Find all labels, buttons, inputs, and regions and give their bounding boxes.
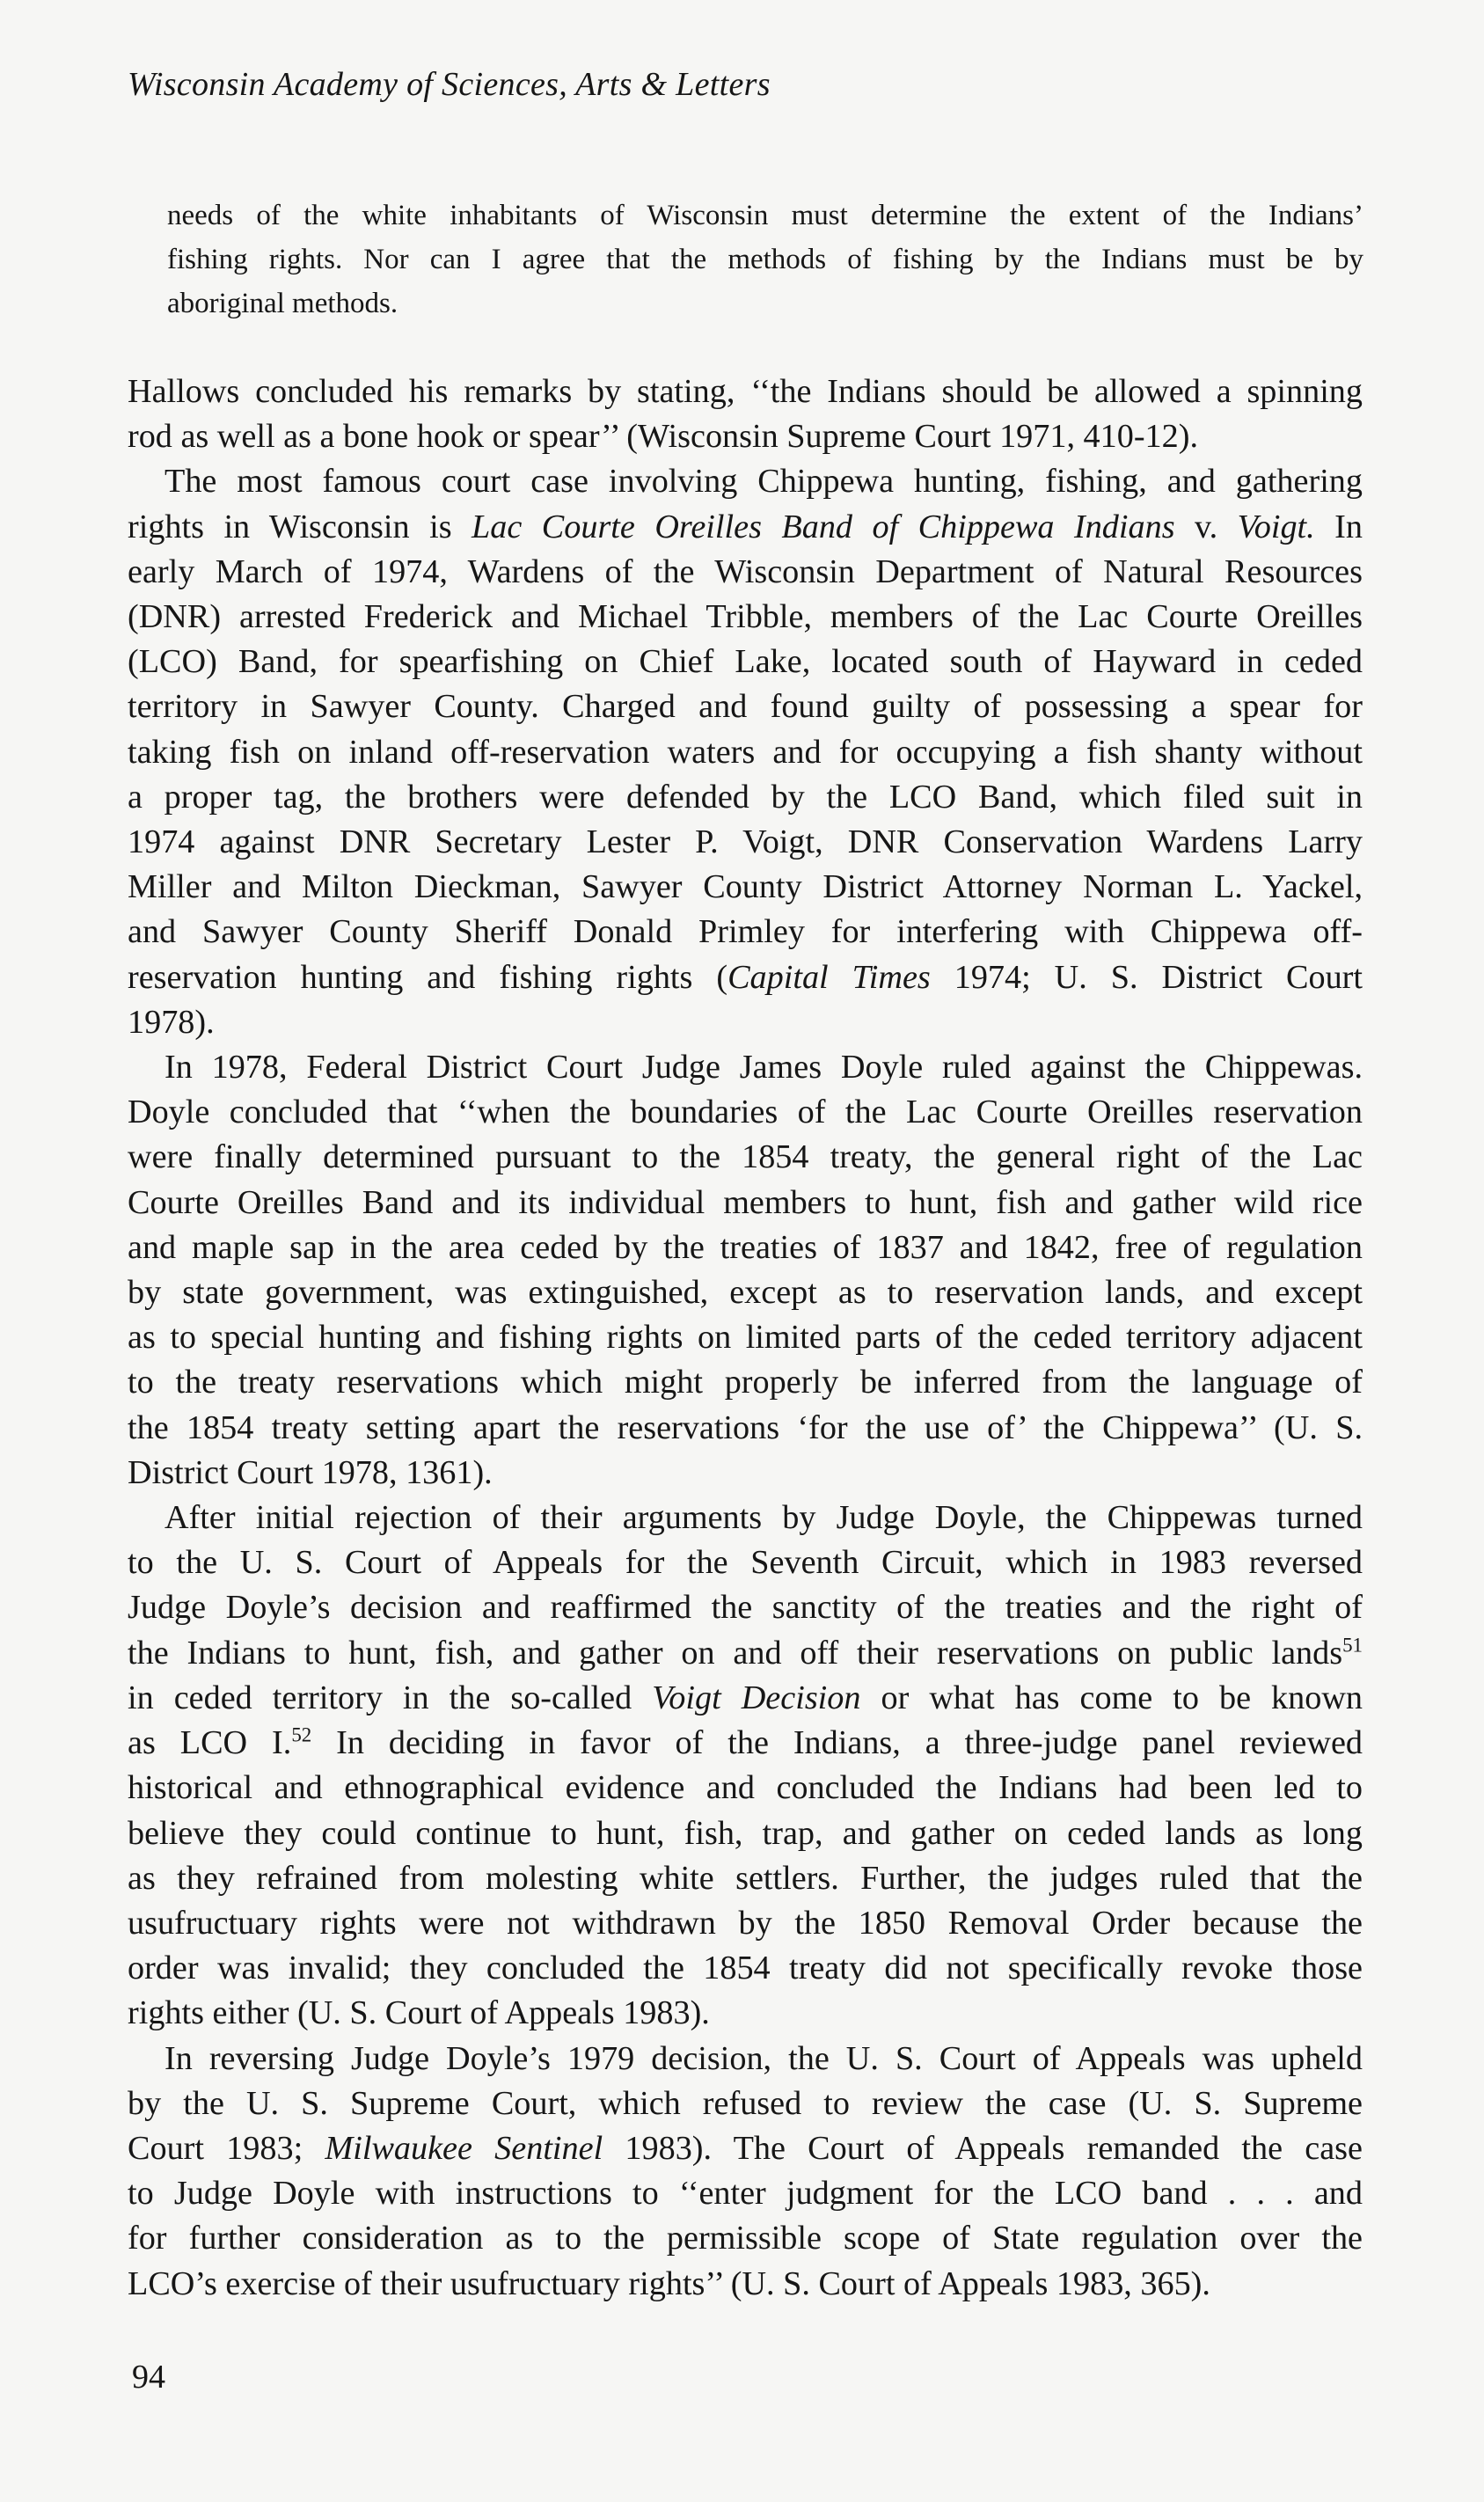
text-line: 1974 against DNR Secretary Lester P. Voigt, DNR Conservation Wardens Larry: [128, 823, 1363, 861]
italic-text: Lac Courte Oreilles Band of Chippewa Indians: [472, 508, 1175, 545]
body-text: [128, 369, 1363, 2307]
text-line: In reversing Judge Doyle’s 1979 decision, the U. S. Court of Appeals was upheld: [164, 2039, 1363, 2077]
text-line: as to special hunting and fishing rights on limited parts of the ceded territory adjacent: [128, 1319, 1363, 1357]
text-line: in ceded territory in the so-called Voigt Decision or what has come to be known: [128, 1679, 1363, 1716]
text-line: by the U. S. Supreme Court, which refused to review the case (U. S. Supreme: [128, 2084, 1363, 2122]
text-line: Doyle concluded that ‘‘when the boundaries of the Lac Courte Oreilles reservation: [128, 1094, 1363, 1131]
text-line: the Indians to hunt, fish, and gather on and off their reservations on public lands$^{51}$: [128, 1633, 1363, 1672]
paragraph: [128, 459, 1363, 1045]
text-line: and Sawyer County Sheriff Donald Primley for interfering with Chippewa off-: [128, 913, 1363, 951]
page-number: 94: [132, 2359, 165, 2396]
text-line: reservation hunting and fishing rights (Capital Times 1974; U. S. District Court: [128, 958, 1363, 996]
text-line: (LCO) Band, for spearfishing on Chief Lake, located south of Hayward in ceded: [128, 643, 1363, 681]
text-line: taking fish on inland off-reservation waters and for occupying a fish shanty without: [128, 733, 1363, 771]
text-line: as LCO I.$^{52}$ In deciding in favor of the Indians, a three-judge panel reviewed: [128, 1723, 1363, 1762]
block-quote-line: fishing rights. Nor can I agree that the methods of fishing by the Indians must be by: [167, 244, 1363, 275]
text-line: by state government, was extinguished, except as to reservation lands, and except: [128, 1274, 1363, 1312]
text-line: (DNR) arrested Frederick and Michael Tribble, members of the Lac Courte Oreilles: [128, 598, 1363, 636]
text-line: believe they could continue to hunt, fish, trap, and gather on ceded lands as long: [128, 1814, 1363, 1852]
text-line: Court 1983; Milwaukee Sentinel 1983). The Court of Appeals remanded the case: [128, 2129, 1363, 2167]
text-line: as they refrained from molesting white settlers. Further, the judges ruled that the: [128, 1859, 1363, 1897]
running-head: Wisconsin Academy of Sciences, Arts & Letters: [128, 66, 771, 103]
text-line: to Judge Doyle with instructions to ‘‘enter judgment for the LCO band . . . and: [128, 2175, 1363, 2213]
text-line: Courte Oreilles Band and its individual members to hunt, fish and gather wild rice: [128, 1183, 1363, 1221]
text-line: Judge Doyle’s decision and reaffirmed the sanctity of the treaties and the right of: [128, 1589, 1363, 1627]
text-line: Miller and Milton Dieckman, Sawyer County District Attorney Norman L. Yackel,: [128, 868, 1363, 906]
text-line: territory in Sawyer County. Charged and found guilty of possessing a spear for: [128, 688, 1363, 726]
paragraph: [128, 369, 1363, 459]
text-line: were finally determined pursuant to the 1854 treaty, the general right of the Lac: [128, 1138, 1363, 1176]
text-line: LCO’s exercise of their usufructuary rights’’ (U. S. Court of Appeals 1983, 365).: [128, 2264, 1210, 2302]
text-line: order was invalid; they concluded the 1854 treaty did not specifically revoke those: [128, 1950, 1363, 1987]
text-line: historical and ethnographical evidence and concluded the Indians had been led to: [128, 1769, 1363, 1807]
italic-text: Voigt Decision: [652, 1679, 861, 1716]
text-line: District Court 1978, 1361).: [128, 1453, 493, 1491]
text-line: Hallows concluded his remarks by stating, ‘‘the Indians should be allowed a spinning: [128, 373, 1363, 410]
text-line: The most famous court case involving Chippewa hunting, fishing, and gathering: [164, 463, 1363, 501]
text-line: to the U. S. Court of Appeals for the Seventh Circuit, which in 1983 reversed: [128, 1544, 1363, 1582]
footnote-marker: 51: [1342, 1633, 1363, 1656]
text-line: In 1978, Federal District Court Judge James Doyle ruled against the Chippewas.: [164, 1049, 1363, 1086]
text-line: a proper tag, the brothers were defended by the LCO Band, which filed suit in: [128, 778, 1363, 816]
block-quote: [167, 194, 1363, 326]
text-line: rod as well as a bone hook or spear’’ (Wisconsin Supreme Court 1971, 410-12).: [128, 418, 1199, 456]
paragraph: [128, 1496, 1363, 2036]
italic-text: Milwaukee Sentinel: [325, 2129, 603, 2167]
text-line: for further consideration as to the permissible scope of State regulation over the: [128, 2220, 1363, 2257]
text-line: 1978).: [128, 1003, 215, 1041]
footnote-marker: 52: [291, 1723, 312, 1746]
italic-text: Capital Times: [727, 958, 931, 996]
text-line: to the treaty reservations which might properly be inferred from the language of: [128, 1364, 1363, 1401]
block-quote-line: needs of the white inhabitants of Wisconsin must determine the extent of the Indians’: [167, 200, 1363, 231]
text-line: rights in Wisconsin is Lac Courte Oreilles Band of Chippewa Indians v. Voigt. In: [128, 508, 1363, 545]
text-line: rights either (U. S. Court of Appeals 1983).: [128, 1994, 710, 2032]
italic-text: Voigt.: [1237, 508, 1315, 545]
paragraph: [128, 2037, 1363, 2307]
text-line: the 1854 treaty setting apart the reservations ‘for the use of’ the Chippewa’’ (U. S.: [128, 1408, 1363, 1446]
paragraph: [128, 1045, 1363, 1496]
text-line: early March of 1974, Wardens of the Wisconsin Department of Natural Resources: [128, 552, 1363, 590]
text-line: and maple sap in the area ceded by the treaties of 1837 and 1842, free of regulation: [128, 1228, 1363, 1266]
block-quote-line: aboriginal methods.: [167, 288, 398, 319]
text-line: After initial rejection of their arguments by Judge Doyle, the Chippewas turned: [164, 1499, 1363, 1537]
text-line: usufructuary rights were not withdrawn by the 1850 Removal Order because the: [128, 1904, 1363, 1942]
